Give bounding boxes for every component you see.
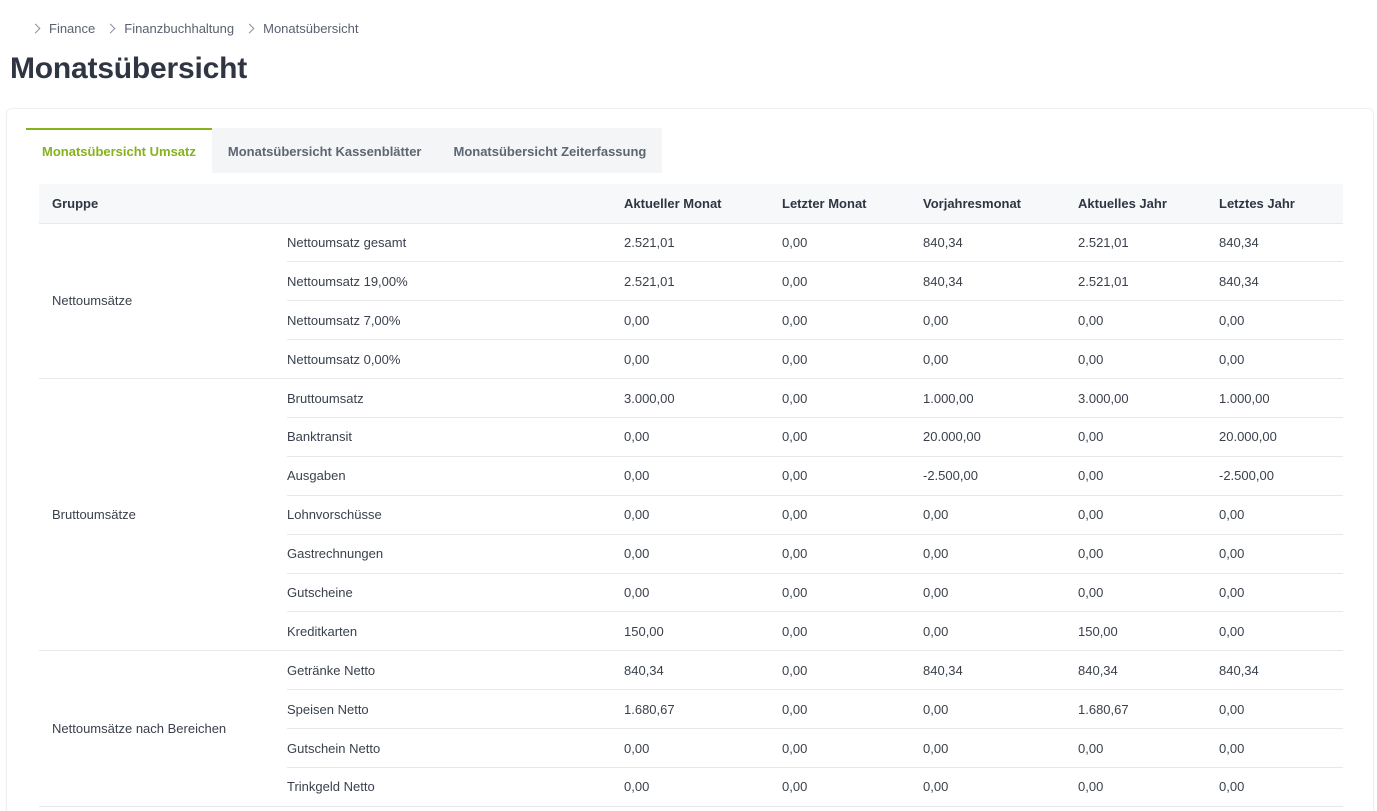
value-cell: 0,00 xyxy=(782,379,923,418)
value-cell: 0,00 xyxy=(1078,417,1219,456)
tab-umsatz[interactable]: Monatsübersicht Umsatz xyxy=(26,128,212,173)
column-header-aktueller-monat: Aktueller Monat xyxy=(624,184,782,223)
value-cell: 0,00 xyxy=(923,495,1078,534)
chevron-right-icon xyxy=(245,23,255,33)
column-header-position xyxy=(287,184,624,223)
column-header-gruppe: Gruppe xyxy=(39,184,287,223)
row-label: Bruttoumsatz xyxy=(287,379,624,418)
value-cell: 840,34 xyxy=(923,262,1078,301)
value-cell: 3.000,00 xyxy=(1078,379,1219,418)
value-cell: 0,00 xyxy=(624,301,782,340)
value-cell: 0,00 xyxy=(1219,534,1343,573)
value-cell: 840,34 xyxy=(1078,651,1219,690)
value-cell: 0,00 xyxy=(1078,573,1219,612)
value-cell: 0,00 xyxy=(782,340,923,379)
value-cell: 0,00 xyxy=(1219,729,1343,768)
content-card xyxy=(6,108,1374,811)
value-cell: 150,00 xyxy=(1078,612,1219,651)
chevron-right-icon xyxy=(31,23,41,33)
value-cell: -2.500,00 xyxy=(923,456,1078,495)
value-cell: 2.521,01 xyxy=(624,223,782,262)
value-cell: 0,00 xyxy=(923,612,1078,651)
breadcrumb-finance[interactable]: Finance xyxy=(49,20,96,36)
page-title: Monatsübersicht xyxy=(10,52,248,85)
group-cell: Nettoumsätze xyxy=(39,223,287,379)
row-label: Ausgaben xyxy=(287,456,624,495)
value-cell: 0,00 xyxy=(624,456,782,495)
value-cell: 0,00 xyxy=(923,729,1078,768)
value-cell: 0,00 xyxy=(923,690,1078,729)
value-cell: -2.500,00 xyxy=(1219,456,1343,495)
value-cell: 0,00 xyxy=(624,573,782,612)
row-label: Lohnvorschüsse xyxy=(287,495,624,534)
value-cell: 0,00 xyxy=(1219,767,1343,806)
row-label: Gutscheine xyxy=(287,573,624,612)
group-cell: Nettoumsätze nach Bereichen xyxy=(39,651,287,807)
breadcrumb-finanzbuchhaltung[interactable]: Finanzbuchhaltung xyxy=(124,20,235,36)
value-cell: 0,00 xyxy=(1078,729,1219,768)
value-cell: 1.680,67 xyxy=(624,690,782,729)
value-cell: 0,00 xyxy=(782,651,923,690)
value-cell: 0,00 xyxy=(624,417,782,456)
value-cell: 0,00 xyxy=(782,301,923,340)
row-label: Trinkgeld Netto xyxy=(287,767,624,806)
breadcrumb xyxy=(32,18,371,38)
table-body xyxy=(39,223,1343,806)
value-cell: 0,00 xyxy=(1219,301,1343,340)
breadcrumb-current: Monatsübersicht xyxy=(263,20,359,36)
group-cell: Bruttoumsätze xyxy=(39,379,287,651)
value-cell: 1.000,00 xyxy=(1219,379,1343,418)
value-cell: 0,00 xyxy=(1219,495,1343,534)
value-cell: 0,00 xyxy=(782,729,923,768)
summary-table xyxy=(39,184,1343,807)
value-cell: 0,00 xyxy=(1078,534,1219,573)
value-cell: 840,34 xyxy=(1219,223,1343,262)
value-cell: 2.521,01 xyxy=(1078,223,1219,262)
row-label: Nettoumsatz 7,00% xyxy=(287,301,624,340)
value-cell: 0,00 xyxy=(923,340,1078,379)
value-cell: 840,34 xyxy=(1219,262,1343,301)
row-label: Banktransit xyxy=(287,417,624,456)
value-cell: 0,00 xyxy=(782,767,923,806)
value-cell: 0,00 xyxy=(782,262,923,301)
value-cell: 0,00 xyxy=(1078,340,1219,379)
value-cell: 20.000,00 xyxy=(923,417,1078,456)
value-cell: 0,00 xyxy=(624,495,782,534)
value-cell: 0,00 xyxy=(1078,767,1219,806)
value-cell: 840,34 xyxy=(923,651,1078,690)
value-cell: 1.000,00 xyxy=(923,379,1078,418)
value-cell: 20.000,00 xyxy=(1219,417,1343,456)
value-cell: 840,34 xyxy=(923,223,1078,262)
value-cell: 0,00 xyxy=(1219,340,1343,379)
column-header-letztes-jahr: Letztes Jahr xyxy=(1219,184,1343,223)
chevron-right-icon xyxy=(106,23,116,33)
value-cell: 150,00 xyxy=(624,612,782,651)
value-cell: 0,00 xyxy=(1078,495,1219,534)
row-label: Kreditkarten xyxy=(287,612,624,651)
row-label: Speisen Netto xyxy=(287,690,624,729)
tab-zeiterfassung[interactable]: Monatsübersicht Zeiterfassung xyxy=(453,144,647,159)
value-cell: 0,00 xyxy=(782,690,923,729)
value-cell: 3.000,00 xyxy=(624,379,782,418)
value-cell: 840,34 xyxy=(624,651,782,690)
row-label: Nettoumsatz 0,00% xyxy=(287,340,624,379)
table-row xyxy=(39,223,1343,262)
value-cell: 0,00 xyxy=(782,223,923,262)
table-row xyxy=(39,651,1343,690)
value-cell: 0,00 xyxy=(624,340,782,379)
row-label: Nettoumsatz 19,00% xyxy=(287,262,624,301)
row-label: Nettoumsatz gesamt xyxy=(287,223,624,262)
value-cell: 0,00 xyxy=(1219,573,1343,612)
column-header-aktuelles-jahr: Aktuelles Jahr xyxy=(1078,184,1219,223)
row-label: Getränke Netto xyxy=(287,651,624,690)
value-cell: 0,00 xyxy=(782,573,923,612)
value-cell: 0,00 xyxy=(782,417,923,456)
value-cell: 0,00 xyxy=(624,534,782,573)
value-cell: 0,00 xyxy=(782,612,923,651)
value-cell: 2.521,01 xyxy=(624,262,782,301)
value-cell: 0,00 xyxy=(624,729,782,768)
value-cell: 0,00 xyxy=(1219,690,1343,729)
value-cell: 0,00 xyxy=(923,767,1078,806)
row-label: Gutschein Netto xyxy=(287,729,624,768)
value-cell: 0,00 xyxy=(1078,301,1219,340)
table-header-row xyxy=(39,184,1343,223)
value-cell: 0,00 xyxy=(782,495,923,534)
column-header-letzter-monat: Letzter Monat xyxy=(782,184,923,223)
column-header-vorjahresmonat: Vorjahresmonat xyxy=(923,184,1078,223)
value-cell: 0,00 xyxy=(624,767,782,806)
value-cell: 0,00 xyxy=(782,456,923,495)
tab-kassenblaetter[interactable]: Monatsübersicht Kassenblätter xyxy=(227,144,422,159)
table-row xyxy=(39,379,1343,418)
value-cell: 2.521,01 xyxy=(1078,262,1219,301)
value-cell: 0,00 xyxy=(782,534,923,573)
value-cell: 0,00 xyxy=(923,301,1078,340)
value-cell: 0,00 xyxy=(1219,612,1343,651)
row-label: Gastrechnungen xyxy=(287,534,624,573)
value-cell: 840,34 xyxy=(1219,651,1343,690)
value-cell: 0,00 xyxy=(1078,456,1219,495)
value-cell: 1.680,67 xyxy=(1078,690,1219,729)
value-cell: 0,00 xyxy=(923,573,1078,612)
tab-bar xyxy=(26,128,662,173)
value-cell: 0,00 xyxy=(923,534,1078,573)
